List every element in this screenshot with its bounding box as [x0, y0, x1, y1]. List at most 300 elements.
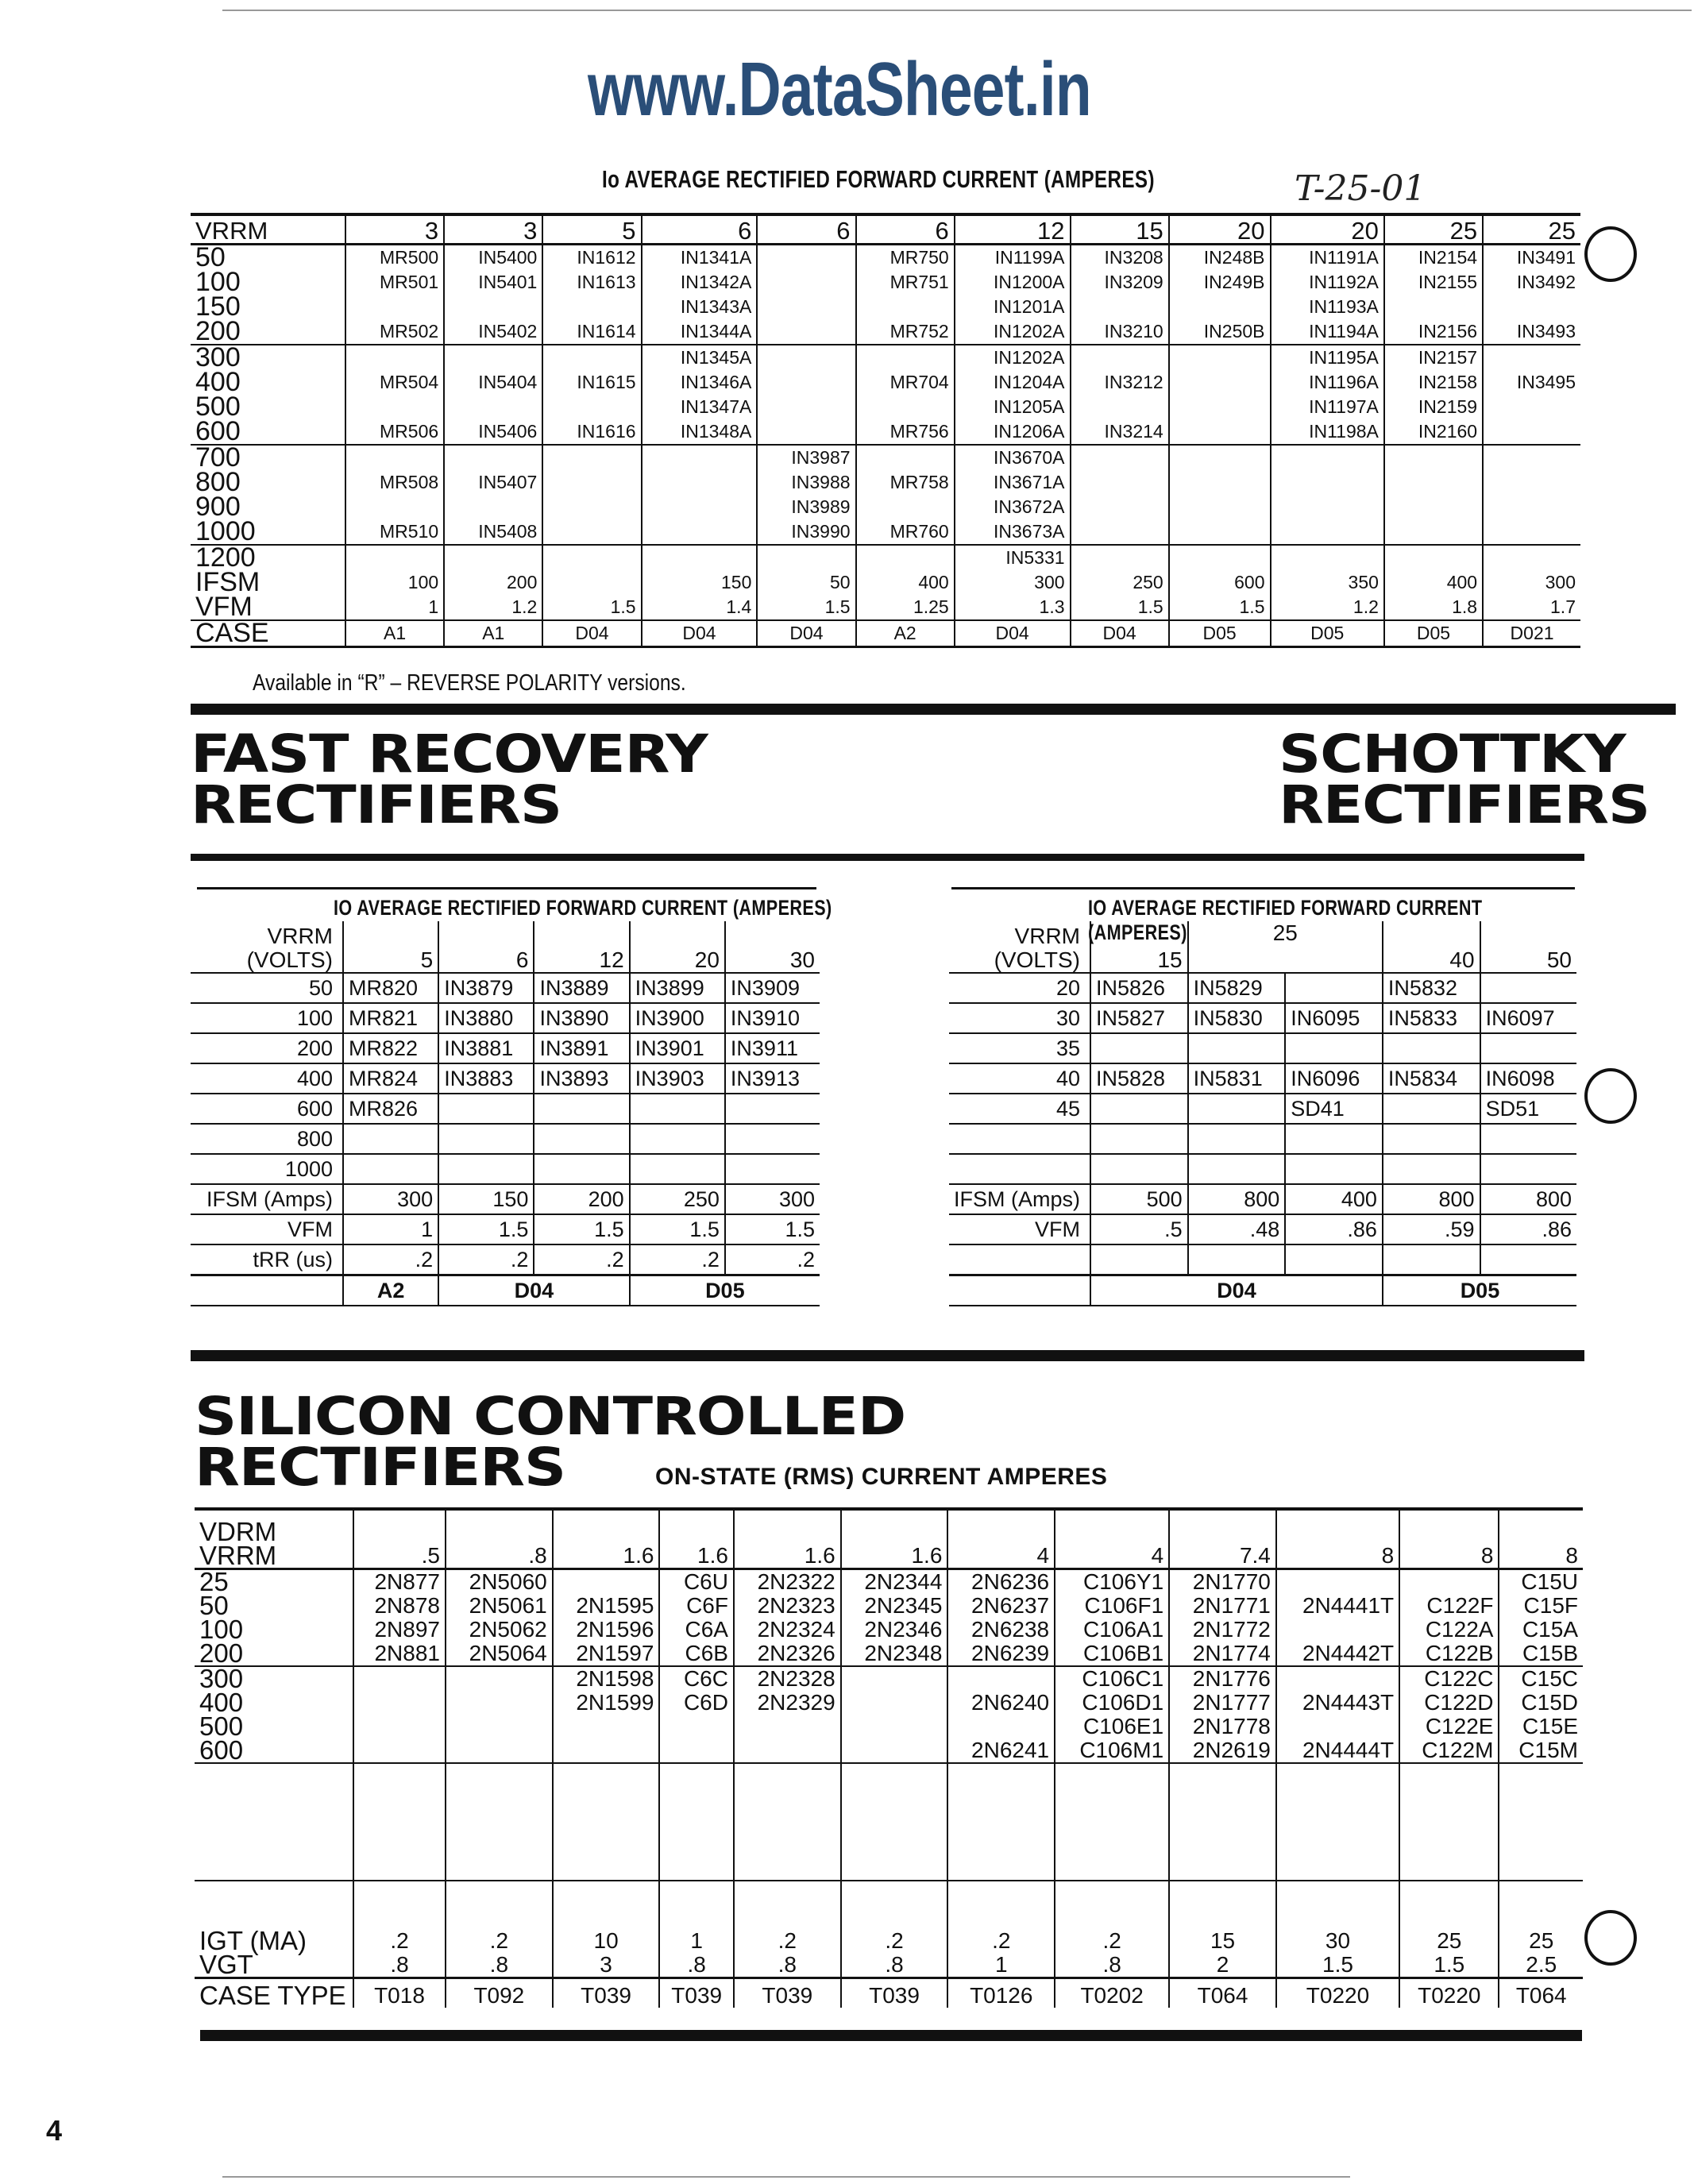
part-cell [1071, 519, 1169, 545]
part-cell: IN2159 [1384, 395, 1483, 419]
part-cell [630, 1124, 725, 1154]
part-cell [1483, 295, 1580, 319]
part-cell [1271, 495, 1384, 519]
empty-cell [1499, 1881, 1583, 1929]
part-cell [446, 1691, 553, 1715]
part-cell [345, 345, 444, 370]
table-row [191, 345, 1580, 370]
part-cell [1188, 1154, 1286, 1184]
part-cell [1276, 1666, 1399, 1691]
part-cell [1276, 1618, 1399, 1642]
part-cell: 2N6241 [947, 1738, 1055, 1763]
part-cell [757, 370, 855, 395]
case-value: A1 [444, 620, 542, 647]
part-cell: IN1616 [542, 419, 641, 445]
part-cell: 2N6239 [947, 1642, 1055, 1666]
ifsm-label: IFSM [195, 567, 260, 597]
part-cell: MR756 [856, 419, 955, 445]
part-cell [734, 1738, 841, 1763]
table-row [191, 1214, 820, 1244]
part-cell [446, 1666, 553, 1691]
part-cell [725, 1094, 820, 1124]
part-cell: .2 [534, 1244, 629, 1275]
current-header: 12 [534, 921, 629, 973]
ifsm-value: 300 [1483, 570, 1580, 595]
table-row [195, 1569, 1583, 1595]
part-cell [1071, 445, 1169, 470]
part-cell: C106D1 [1055, 1691, 1169, 1715]
table-row [949, 1094, 1576, 1124]
part-cell: MR704 [856, 370, 955, 395]
part-cell [542, 545, 641, 570]
current-header: 30 [725, 921, 820, 973]
empty-cell [446, 1881, 553, 1929]
igt-value: .2 [353, 1929, 446, 1953]
case-value: D04 [438, 1275, 629, 1306]
part-cell [1090, 1154, 1188, 1184]
part-cell: MR502 [345, 319, 444, 345]
scr-title-line2: RECTIFIERS [195, 1437, 566, 1498]
ifsm-value: 400 [856, 570, 955, 595]
part-cell: 2N5062 [446, 1618, 553, 1642]
part-cell [1383, 1033, 1480, 1063]
empty-cell [195, 1881, 353, 1929]
row-label [949, 1154, 1090, 1184]
part-cell: 800 [1480, 1184, 1576, 1214]
current-header: 1.6 [553, 1509, 660, 1569]
igt-value: 25 [1399, 1929, 1499, 1953]
part-cell: IN1344A [642, 319, 758, 345]
empty-cell [1499, 1763, 1583, 1881]
row-label [949, 1244, 1090, 1275]
part-cell [1169, 445, 1271, 470]
part-cell: 2N1770 [1169, 1569, 1276, 1595]
vgt-value: 2 [1169, 1953, 1276, 1978]
empty-cell [1276, 1763, 1399, 1881]
schottky-title [1279, 723, 1650, 835]
part-cell [841, 1691, 948, 1715]
part-cell: C106Y1 [1055, 1569, 1169, 1595]
part-cell [856, 345, 955, 370]
part-cell [1169, 419, 1271, 445]
part-cell: MR500 [345, 245, 444, 271]
part-cell: IN3210 [1071, 319, 1169, 345]
part-cell [553, 1738, 660, 1763]
part-cell: IN3900 [630, 1003, 725, 1033]
part-cell: MR752 [856, 319, 955, 345]
part-cell [446, 1738, 553, 1763]
row-label: 400 [191, 1063, 343, 1094]
case-value: A1 [345, 620, 444, 647]
part-cell [642, 445, 758, 470]
part-cell: 2N2322 [734, 1569, 841, 1595]
part-cell: .2 [438, 1244, 534, 1275]
part-cell [856, 295, 955, 319]
igt-value: .2 [841, 1929, 948, 1953]
part-cell: IN1193A [1271, 295, 1384, 319]
part-cell [1483, 345, 1580, 370]
part-cell: 300 [725, 1184, 820, 1214]
voltage-cell: 300 [199, 1664, 244, 1693]
row-label: 1000 [191, 1154, 343, 1184]
current-header: 40 [1383, 921, 1480, 973]
part-cell: MR750 [856, 245, 955, 271]
table-row [191, 419, 1580, 445]
part-cell: IN3901 [630, 1033, 725, 1063]
part-cell [1090, 1244, 1188, 1275]
part-cell: C122E [1399, 1715, 1499, 1738]
part-cell [1285, 1033, 1383, 1063]
part-cell: 400 [1285, 1184, 1383, 1214]
vdrm-header [195, 1509, 353, 1569]
voltage-cell: 100 [199, 1615, 244, 1644]
part-cell: IN5831 [1188, 1063, 1286, 1094]
part-cell: IN3881 [438, 1033, 534, 1063]
part-cell: 150 [438, 1184, 534, 1214]
part-cell: IN250B [1169, 319, 1271, 345]
row-label: VFM [191, 1214, 343, 1244]
part-cell: IN5826 [1090, 973, 1188, 1003]
part-cell: IN2155 [1384, 270, 1483, 295]
empty-cell [1055, 1763, 1169, 1881]
row-label: 30 [949, 1003, 1090, 1033]
empty-cell [353, 1763, 446, 1881]
empty-cell [353, 1881, 446, 1929]
vfm-value: 1.5 [1071, 595, 1169, 620]
vgt-value: .8 [446, 1953, 553, 1978]
part-cell: 2N2323 [734, 1594, 841, 1618]
site-logo: www.DataSheet.in [588, 47, 1091, 132]
vgt-value: .8 [734, 1953, 841, 1978]
part-cell: IN3492 [1483, 270, 1580, 295]
voltage-cell: 400 [199, 1688, 244, 1717]
current-header: 3 [345, 214, 444, 245]
current-header: 20 [630, 921, 725, 973]
part-cell [725, 1124, 820, 1154]
empty-cell [1399, 1763, 1499, 1881]
current-header: 4 [1055, 1509, 1169, 1569]
part-cell [642, 545, 758, 570]
part-cell: IN1347A [642, 395, 758, 419]
part-cell [1285, 973, 1383, 1003]
part-cell: .2 [630, 1244, 725, 1275]
part-cell: C15C [1499, 1666, 1583, 1691]
part-cell: 2N1595 [553, 1594, 660, 1618]
part-cell: IN1191A [1271, 245, 1384, 271]
current-header: 15 [1090, 921, 1188, 973]
part-cell: 2N897 [353, 1618, 446, 1642]
part-cell [642, 495, 758, 519]
part-cell [1276, 1715, 1399, 1738]
part-cell: 2N1598 [553, 1666, 660, 1691]
part-cell: C122A [1399, 1618, 1499, 1642]
part-cell: IN1614 [542, 319, 641, 345]
igt-value: .2 [947, 1929, 1055, 1953]
part-cell: C122F [1399, 1594, 1499, 1618]
part-cell: IN3911 [725, 1033, 820, 1063]
caption-rule [951, 887, 1575, 889]
part-cell: 2N1778 [1169, 1715, 1276, 1738]
current-header: 20 [1271, 214, 1384, 245]
part-cell [1169, 545, 1271, 570]
part-cell: IN2156 [1384, 319, 1483, 345]
case-value: D04 [1071, 620, 1169, 647]
table-row [949, 1214, 1576, 1244]
part-cell: IN3893 [534, 1063, 629, 1094]
part-cell: 2N4441T [1276, 1594, 1399, 1618]
table-row [195, 1642, 1583, 1666]
table-row [191, 470, 1580, 495]
case-value: D021 [1483, 620, 1580, 647]
part-cell: MR504 [345, 370, 444, 395]
part-cell [353, 1738, 446, 1763]
part-cell: 2N4443T [1276, 1691, 1399, 1715]
part-cell [1188, 1244, 1286, 1275]
vrrm-label: VRRM [191, 214, 345, 245]
part-cell: 2N2345 [841, 1594, 948, 1618]
ifsm-value [542, 570, 641, 595]
part-cell [1480, 1124, 1576, 1154]
part-cell [734, 1715, 841, 1738]
part-cell: 2N6240 [947, 1691, 1055, 1715]
empty-cell [1169, 1763, 1276, 1881]
table-row [191, 519, 1580, 545]
igt-row [195, 1929, 1583, 1953]
part-cell: C6A [659, 1618, 734, 1642]
page-number: 4 [46, 2114, 63, 2147]
current-header: 1.6 [734, 1509, 841, 1569]
part-cell: IN1196A [1271, 370, 1384, 395]
row-label: VFM [949, 1214, 1090, 1244]
handwritten-note: T-25-01 [1295, 168, 1426, 209]
ifsm-value: 600 [1169, 570, 1271, 595]
current-header: 8 [1499, 1509, 1583, 1569]
part-cell [1271, 545, 1384, 570]
fast-recovery-title [191, 723, 708, 835]
part-cell: 1.5 [534, 1214, 629, 1244]
vgt-value: .8 [1055, 1953, 1169, 1978]
case-value: D05 [1384, 620, 1483, 647]
part-cell: MR822 [343, 1033, 438, 1063]
vgt-value: .8 [353, 1953, 446, 1978]
case-row [191, 1275, 820, 1306]
part-cell [642, 519, 758, 545]
row-label: 40 [949, 1063, 1090, 1094]
part-cell: MR820 [343, 973, 438, 1003]
igt-value: .2 [1055, 1929, 1169, 1953]
igt-value: 25 [1499, 1929, 1583, 1953]
part-cell [725, 1154, 820, 1184]
part-cell: 2N1776 [1169, 1666, 1276, 1691]
scan-edge-line [222, 2176, 1350, 2178]
case-value: T039 [841, 1978, 948, 2008]
part-cell: IN3208 [1071, 245, 1169, 271]
part-cell [642, 470, 758, 495]
ifsm-value: 250 [1071, 570, 1169, 595]
current-header: 6 [856, 214, 955, 245]
part-cell [438, 1094, 534, 1124]
part-cell: IN6096 [1285, 1063, 1383, 1094]
current-header: 50 [1480, 921, 1576, 973]
part-cell: IN3883 [438, 1063, 534, 1094]
part-cell: IN5832 [1383, 973, 1480, 1003]
part-cell: IN2157 [1384, 345, 1483, 370]
schottky-caption: IO AVERAGE RECTIFIED FORWARD CURRENT (AMPERES) [1088, 896, 1483, 944]
part-cell: C106E1 [1055, 1715, 1169, 1738]
part-cell [947, 1715, 1055, 1738]
vgt-value: 1 [947, 1953, 1055, 1978]
part-cell: .86 [1480, 1214, 1576, 1244]
case-value: T039 [734, 1978, 841, 2008]
part-cell [1383, 1094, 1480, 1124]
empty-cell [947, 1881, 1055, 1929]
empty-cell [553, 1763, 660, 1881]
table-row [191, 319, 1580, 345]
part-cell: IN3491 [1483, 245, 1580, 271]
part-cell: 2N2324 [734, 1618, 841, 1642]
part-cell: IN5407 [444, 470, 542, 495]
part-cell: IN3673A [955, 519, 1071, 545]
row-label: 35 [949, 1033, 1090, 1063]
empty-cell [446, 1763, 553, 1881]
current-header: 3 [444, 214, 542, 245]
part-cell: IN1613 [542, 270, 641, 295]
table-row [195, 1715, 1583, 1738]
part-cell [1285, 1154, 1383, 1184]
part-cell [343, 1154, 438, 1184]
ifsm-value: 350 [1271, 570, 1384, 595]
part-cell: C122M [1399, 1738, 1499, 1763]
case-spacer [949, 1275, 1090, 1306]
igt-value: .2 [734, 1929, 841, 1953]
part-cell [947, 1666, 1055, 1691]
part-cell: IN5828 [1090, 1063, 1188, 1094]
part-cell: IN1345A [642, 345, 758, 370]
part-cell: IN1194A [1271, 319, 1384, 345]
table-row [191, 1033, 820, 1063]
part-cell: SD51 [1480, 1094, 1576, 1124]
part-cell [1071, 545, 1169, 570]
vfm-value: 1.2 [1271, 595, 1384, 620]
part-cell: 2N881 [353, 1642, 446, 1666]
part-cell: .59 [1383, 1214, 1480, 1244]
part-cell: IN5827 [1090, 1003, 1188, 1033]
current-header: 6 [757, 214, 855, 245]
part-cell [1169, 470, 1271, 495]
igt-label: IGT (MA) [199, 1926, 307, 1955]
part-cell: IN1342A [642, 270, 758, 295]
part-cell: 2N5060 [446, 1569, 553, 1595]
part-cell: MR824 [343, 1063, 438, 1094]
part-cell: 2N1771 [1169, 1594, 1276, 1618]
part-cell: 2N2348 [841, 1642, 948, 1666]
case-row [191, 620, 1580, 647]
part-cell: 2N2344 [841, 1569, 948, 1595]
empty-cell [659, 1881, 734, 1929]
current-header: 25 [1384, 214, 1483, 245]
part-cell: IN3913 [725, 1063, 820, 1094]
part-cell [345, 495, 444, 519]
vfm-value: 1.5 [757, 595, 855, 620]
part-cell: IN3889 [534, 973, 629, 1003]
header-row [191, 214, 1580, 245]
part-cell: 2N1599 [553, 1691, 660, 1715]
part-cell: IN1206A [955, 419, 1071, 445]
empty-cell [947, 1763, 1055, 1881]
current-header: 4 [947, 1509, 1055, 1569]
row-label: 600 [191, 1094, 343, 1124]
part-cell: C15F [1499, 1594, 1583, 1618]
part-cell [1285, 1244, 1383, 1275]
part-cell: MR506 [345, 419, 444, 445]
part-cell [353, 1666, 446, 1691]
voltage-cell: 500 [195, 392, 241, 422]
igt-value: 1 [659, 1929, 734, 1953]
part-cell: .2 [725, 1244, 820, 1275]
case-value: T0126 [947, 1978, 1055, 2008]
part-cell: C6F [659, 1594, 734, 1618]
part-cell: IN5400 [444, 245, 542, 271]
spacer-row [195, 1881, 1583, 1929]
empty-cell [841, 1881, 948, 1929]
part-cell: IN3212 [1071, 370, 1169, 395]
part-cell: 2N6237 [947, 1594, 1055, 1618]
part-cell [1483, 519, 1580, 545]
schottky-title-line1: SCHOTTKY [1279, 723, 1626, 785]
part-cell [659, 1738, 734, 1763]
case-spacer [191, 1275, 343, 1306]
divider-bar [191, 704, 1676, 715]
fast-recovery-table [191, 921, 820, 1306]
part-cell: MR821 [343, 1003, 438, 1033]
voltage-cell: 800 [195, 467, 241, 497]
scr-title-line1: SILICON CONTROLLED [195, 1386, 906, 1447]
vrrm-header [949, 921, 1090, 973]
part-cell [444, 295, 542, 319]
voltage-cell: 300 [195, 342, 241, 372]
empty-cell [195, 1763, 353, 1881]
part-cell [542, 495, 641, 519]
part-cell [1071, 395, 1169, 419]
part-cell: IN3670A [955, 445, 1071, 470]
part-cell [659, 1715, 734, 1738]
caption-rule [197, 887, 816, 889]
part-cell: MR510 [345, 519, 444, 545]
part-cell: MR826 [343, 1094, 438, 1124]
part-cell: IN5830 [1188, 1003, 1286, 1033]
reverse-polarity-note: Available in “R” – REVERSE POLARITY versions. [253, 670, 686, 696]
voltage-cell: 500 [199, 1711, 244, 1741]
case-value: A2 [856, 620, 955, 647]
empty-cell [734, 1763, 841, 1881]
part-cell [438, 1154, 534, 1184]
table-row [949, 1003, 1576, 1033]
case-value: T064 [1169, 1978, 1276, 2008]
voltage-cell: 1000 [191, 519, 345, 545]
part-cell [534, 1124, 629, 1154]
part-cell: IN6098 [1480, 1063, 1576, 1094]
part-cell: C6B [659, 1642, 734, 1666]
part-cell: IN1612 [542, 245, 641, 271]
part-cell [1071, 345, 1169, 370]
header-row [195, 1509, 1583, 1569]
part-cell: .2 [343, 1244, 438, 1275]
part-cell [1483, 545, 1580, 570]
part-cell [1271, 470, 1384, 495]
vgt-value: 1.5 [1399, 1953, 1499, 1978]
part-cell [345, 545, 444, 570]
case-value: D04 [542, 620, 641, 647]
